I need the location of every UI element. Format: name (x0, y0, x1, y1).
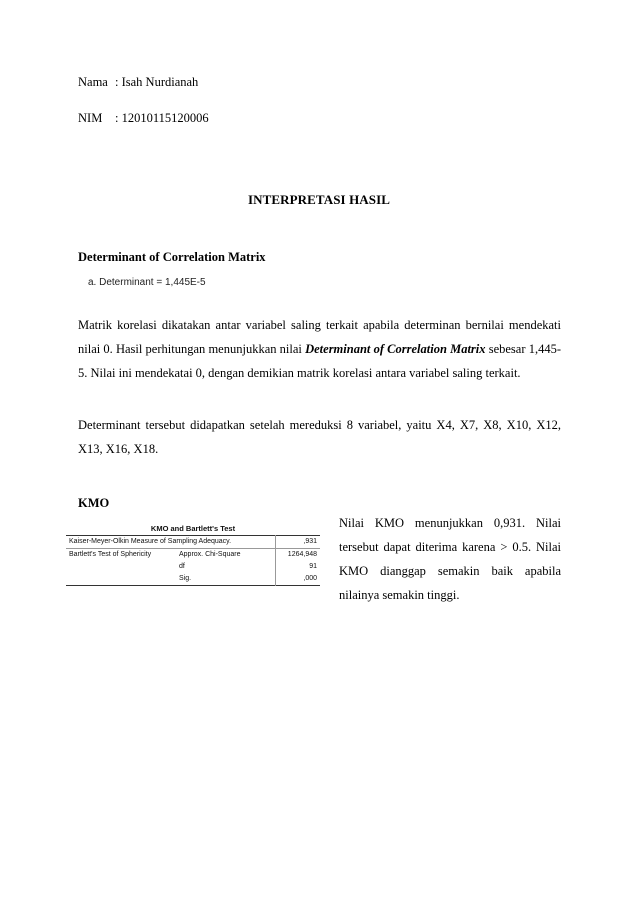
table-cell-sub: df (179, 563, 185, 570)
para1-text-b: sebesar 1,445-5. Nilai ini mendekatai 0, dengan demikian matrik korelasi antara variabel saling terkait. (78, 342, 561, 380)
kmo-table-title: KMO and Bartlett's Test (150, 524, 236, 533)
kmo-heading: KMO (78, 496, 110, 510)
kmo-interpretation (339, 511, 561, 607)
nim-row (78, 110, 209, 126)
determinant-output: a. Determinant = 1,445E-5 (88, 277, 206, 288)
table-cell-label (66, 561, 176, 573)
table-row (66, 536, 320, 549)
table-cell-value: 1264,948 (276, 549, 321, 562)
table-row (66, 573, 320, 586)
table-cell-label: Kaiser-Meyer-Olkin Measure of Sampling Adequacy. (66, 536, 276, 549)
para1-text-a: Matrik korelasi dikatakan antar variabel saling terkait apabila determinan bernilai mendekati nilai 0. Hasil perhitungan menunjukkan nilai (78, 318, 561, 356)
table-row (66, 561, 320, 573)
name-row (78, 74, 198, 90)
table-cell-value: ,931 (276, 536, 321, 549)
table-cell-value: 91 (276, 561, 321, 573)
page-title: INTERPRETASI HASIL (247, 192, 391, 207)
table-cell-sub: Sig. (179, 575, 192, 582)
kmo-table (66, 523, 320, 586)
table-cell-label (66, 573, 176, 586)
para1-emphasis: Determinant of Correlation Matrix (305, 342, 486, 356)
determinant-paragraph-2 (78, 413, 561, 461)
determinant-heading: Determinant of Correlation Matrix (78, 250, 266, 264)
table-cell-label: Bartlett's Test of Sphericity (69, 551, 152, 558)
determinant-paragraph-1 (78, 313, 561, 385)
kmo-interpretation-text: Nilai KMO menunjukkan 0,931. Nilai tersebut dapat diterima karena > 0.5. Nilai KMO dianggap semakin baik apabila nilainya semakin tinggi. (339, 516, 561, 602)
table-cell-sub: Approx. Chi-Square (179, 551, 241, 558)
nim-label: NIM (78, 111, 103, 125)
name-label: Nama (78, 75, 108, 89)
table-cell-value: ,000 (276, 573, 321, 586)
nim-value: : 12010115120006 (115, 111, 209, 125)
para2-text: Determinant tersebut didapatkan setelah mereduksi 8 variabel, yaitu X4, X7, X8, X10, X12, X13, X16, X18. (78, 418, 561, 456)
table-row (66, 549, 320, 562)
name-value: : Isah Nurdianah (115, 75, 199, 89)
